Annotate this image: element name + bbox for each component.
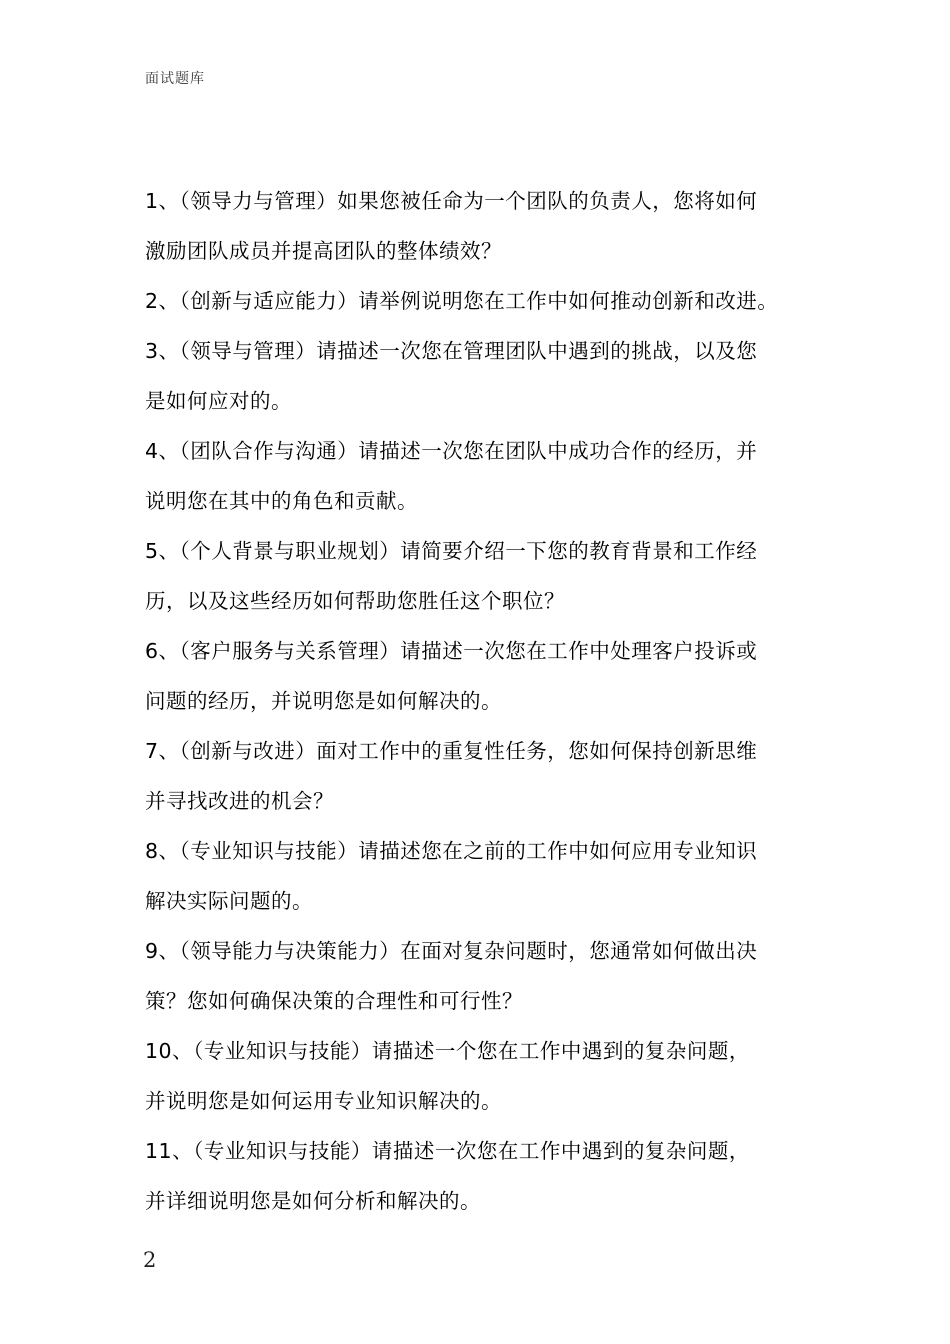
question-line: 10、（专业知识与技能）请描述一个您在工作中遇到的复杂问题， <box>145 1039 750 1063</box>
question-item <box>145 276 825 326</box>
question-line: 4、（团队合作与沟通）请描述一次您在团队中成功合作的经历，并 <box>145 439 758 463</box>
question-line: 解决实际问题的。 <box>145 889 313 913</box>
question-item <box>145 426 825 526</box>
question-item <box>145 826 825 926</box>
question-line: 并说明您是如何运用专业知识解决的。 <box>145 1089 502 1113</box>
question-line: 1、（领导力与管理）如果您被任命为一个团队的负责人，您将如何 <box>145 189 758 213</box>
question-line: 2、（创新与适应能力）请举例说明您在工作中如何推动创新和改进。 <box>145 289 779 313</box>
page-header-title: 面试题库 <box>145 71 205 87</box>
question-line: 7、（创新与改进）面对工作中的重复性任务，您如何保持创新思维 <box>145 739 758 763</box>
question-line: 是如何应对的。 <box>145 389 292 413</box>
question-line: 历，以及这些经历如何帮助您胜任这个职位？ <box>145 589 565 613</box>
question-item <box>145 626 825 726</box>
question-line: 策？您如何确保决策的合理性和可行性？ <box>145 989 523 1013</box>
question-line: 5、（个人背景与职业规划）请简要介绍一下您的教育背景和工作经 <box>145 539 758 563</box>
question-line: 并寻找改进的机会？ <box>145 789 334 813</box>
question-line: 3、（领导与管理）请描述一次您在管理团队中遇到的挑战，以及您 <box>145 339 758 363</box>
question-line: 9、（领导能力与决策能力）在面对复杂问题时，您通常如何做出决 <box>145 939 758 963</box>
question-line: 11、（专业知识与技能）请描述一次您在工作中遇到的复杂问题， <box>145 1139 750 1163</box>
question-line: 问题的经历，并说明您是如何解决的。 <box>145 689 502 713</box>
question-item <box>145 926 825 1026</box>
question-line: 说明您在其中的角色和贡献。 <box>145 489 418 513</box>
question-list <box>145 176 825 1226</box>
question-item <box>145 326 825 426</box>
question-line: 8、（专业知识与技能）请描述您在之前的工作中如何应用专业知识 <box>145 839 758 863</box>
question-item <box>145 176 825 276</box>
page-number: 2 <box>143 1248 157 1272</box>
question-item <box>145 1126 825 1226</box>
question-line: 并详细说明您是如何分析和解决的。 <box>145 1189 481 1213</box>
question-item <box>145 526 825 626</box>
question-line: 激励团队成员并提高团队的整体绩效？ <box>145 239 502 263</box>
question-item <box>145 1026 825 1126</box>
question-line: 6、（客户服务与关系管理）请描述一次您在工作中处理客户投诉或 <box>145 639 758 663</box>
question-item <box>145 726 825 826</box>
